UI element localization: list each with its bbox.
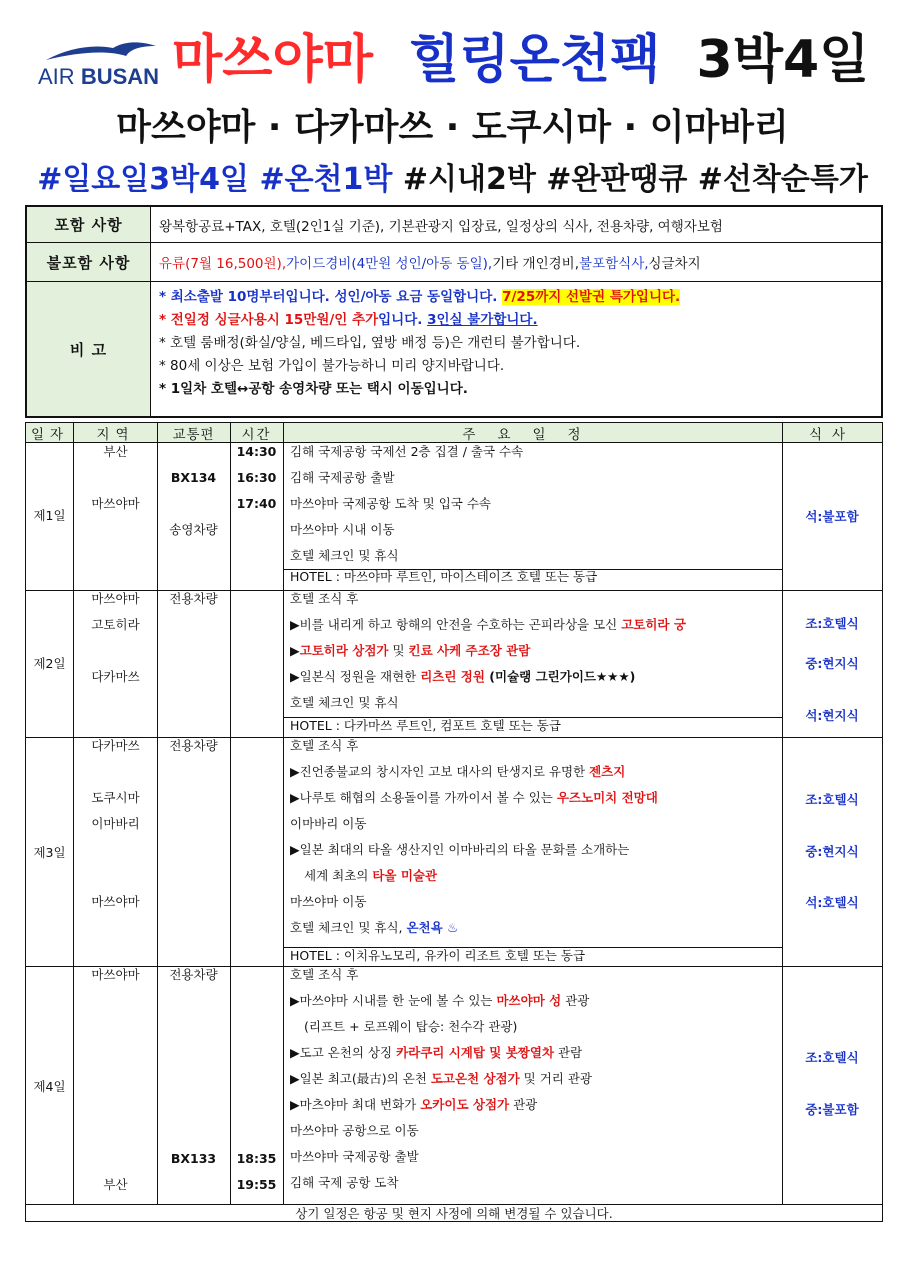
- logo-text: AIR BUSAN: [38, 64, 160, 89]
- region: 부산: [103, 444, 128, 459]
- meal-info: 조:호텔식: [805, 792, 859, 807]
- hotel-info: HOTEL : 마쓰야마 루트인, 마이스테이즈 호텔 또는 동급: [290, 569, 598, 584]
- included-text: 왕복항공료+TAX, 호텔(2인1실 기준), 기본관광지 입장료, 일정상의 식사, 전용차량, 여행자보험: [159, 218, 723, 235]
- itinerary-item: ▶일본 최고(最古)의 온천 도고온천 상점가 및 거리 관광: [290, 1071, 592, 1086]
- region: 고토히라: [91, 617, 140, 632]
- itinerary-item: ▶고토히라 상점가 및 킨료 사케 주조장 관람: [290, 643, 531, 658]
- day-label: 제1일: [33, 508, 66, 523]
- day-label: 제4일: [33, 1079, 66, 1094]
- itinerary-item: 김해 국제공항 출발: [290, 470, 395, 485]
- itinerary-item: 김해 국제공항 국제선 2층 집결 / 출국 수속: [290, 444, 524, 459]
- header-day: 일자: [26, 423, 74, 443]
- included-row: [27, 207, 881, 243]
- time: 18:35: [236, 1151, 277, 1166]
- time: 17:40: [236, 496, 277, 511]
- notes-list: [151, 282, 688, 416]
- notes-label: 비 고: [27, 282, 151, 416]
- hashtags: #일요일3박4일 #온천1박 #시내2박 #완판땡큐 #선착순특가: [37, 162, 868, 197]
- note-item: * 호텔 룸배정(화실/양실, 베드타입, 옆방 배정 등)은 개런티 불가합니다.: [159, 335, 581, 351]
- itinerary-item: ▶마츠야마 최대 번화가 오카이도 상점가 관광: [290, 1097, 538, 1112]
- meal-info: 석:호텔식: [805, 895, 859, 910]
- header-time: 시간: [230, 423, 283, 443]
- itinerary-item: 마쓰야마 시내 이동: [290, 522, 395, 537]
- hotel-info: HOTEL : 이치유노모리, 유카이 리조트 호텔 또는 동급: [290, 948, 586, 963]
- itinerary-item: 호텔 조식 후: [290, 738, 359, 753]
- day-label: 제2일: [33, 656, 66, 671]
- flight-number: BX134: [170, 470, 217, 485]
- itinerary-item: 마쓰야마 공항으로 이동: [290, 1123, 419, 1138]
- footer-note: 상기 일정은 항공 및 현지 사정에 의해 변경될 수 있습니다.: [295, 1206, 613, 1221]
- meal-info: 석:불포함: [805, 509, 859, 524]
- excluded-label: 불포함 사항: [27, 243, 151, 281]
- meal-info: 조:호텔식: [805, 616, 859, 631]
- meal-info: 조:호텔식: [805, 1050, 859, 1065]
- region: 마쓰야마: [91, 496, 140, 511]
- itinerary-item: 마쓰야마 국제공항 출발: [290, 1149, 419, 1164]
- itinerary-item: ▶마쓰야마 시내를 한 눈에 볼 수 있는 마쓰야마 성 관광: [290, 993, 590, 1008]
- hotel-info: HOTEL : 다카마쓰 루트인, 컴포트 호텔 또는 동급: [290, 718, 561, 733]
- grid-line: [230, 423, 231, 1205]
- note-item: * 80세 이상은 보험 가입이 불가능하니 미리 양지바랍니다.: [159, 358, 505, 374]
- itinerary-item: 호텔 체크인 및 휴식, 온천욕 ♨: [290, 920, 459, 935]
- note-item: * 1일차 호텔↔공항 송영차량 또는 택시 이동입니다.: [159, 381, 468, 397]
- itinerary-item: 이마바리 이동: [290, 816, 367, 831]
- time: 14:30: [236, 444, 277, 459]
- meal-info: 석:현지식: [805, 708, 859, 723]
- itinerary-item: 김해 국제 공항 도착: [290, 1175, 399, 1190]
- itinerary-item: ▶비를 내리게 하고 항해의 안전을 수호하는 곤피라상을 모신 고토히라 궁: [290, 617, 686, 632]
- note-item: * 최소출발 10명부터입니다. 성인/아동 요금 동일합니다. 7/25까지 선발권 특가입니다.: [159, 289, 681, 305]
- itinerary-item: ▶진언종불교의 창시자인 고보 대사의 탄생지로 유명한 젠츠지: [290, 764, 626, 779]
- region: 마쓰야마: [91, 967, 140, 982]
- meal-info: 중:현지식: [805, 656, 859, 671]
- transport: 전용차량: [169, 738, 218, 753]
- time: 16:30: [236, 470, 277, 485]
- region: 이마바리: [91, 816, 140, 831]
- region: 다카마쓰: [91, 669, 140, 684]
- itinerary-item: ▶도고 온천의 상징 카라쿠리 시계탑 및 봇짱열차 관람: [290, 1045, 583, 1060]
- flight-number: BX133: [170, 1151, 217, 1166]
- transport: 전용차량: [169, 967, 218, 982]
- page-title: 마쓰야마 힐링온천팩 3박4일: [172, 30, 870, 90]
- region: 마쓰야마: [91, 894, 140, 909]
- header-itinerary: 주요일정: [283, 423, 782, 443]
- transport: 송영차량: [169, 522, 218, 537]
- grid-line: [283, 423, 284, 1205]
- header-transport: 교통편: [157, 423, 230, 443]
- notes-row: [27, 282, 881, 416]
- air-busan-logo: [38, 44, 163, 94]
- day-label: 제3일: [33, 845, 66, 860]
- itinerary-item: 호텔 체크인 및 휴식: [290, 695, 399, 710]
- itinerary-item: 호텔 조식 후: [290, 967, 359, 982]
- itinerary-item: ▶일본식 정원을 재현한 리츠린 정원 (미슐랭 그린가이드★★★): [290, 669, 636, 684]
- subtitle-route: 마쓰야마 · 다카마쓰 · 도쿠시마 · 이마바리: [116, 107, 789, 148]
- region: 마쓰야마: [91, 591, 140, 606]
- excluded-row: [27, 243, 881, 282]
- schedule-table: [25, 422, 883, 1222]
- transport: 전용차량: [169, 591, 218, 606]
- itinerary-item: 마쓰야마 국제공항 도착 및 입국 수속: [290, 496, 491, 511]
- region: 부산: [103, 1177, 128, 1192]
- region: 도쿠시마: [91, 790, 140, 805]
- included-label: 포함 사항: [27, 207, 151, 242]
- itinerary-item: ▶나루토 해협의 소용돌이를 가까이서 볼 수 있는 우즈노미치 전망대: [290, 790, 658, 805]
- time: 19:55: [236, 1177, 277, 1192]
- header-region: 지역: [74, 423, 157, 443]
- itinerary-item: 호텔 조식 후: [290, 591, 359, 606]
- grid-line: [782, 423, 783, 1205]
- itinerary-item: 세계 최초의 타올 미술관: [304, 868, 438, 883]
- footer-divider: [26, 1204, 882, 1205]
- meal-info: 중:현지식: [805, 844, 859, 859]
- meal-info: 중:불포함: [805, 1102, 859, 1117]
- itinerary-item: (리프트 + 로프웨이 탑승: 천수각 관광): [304, 1019, 518, 1034]
- info-table: [25, 205, 883, 418]
- excluded-text: 유류(7월 16,500원), 가이드경비(4만원 성인/아동 동일), 기타 개인경비, 불포함식사, 싱글차지: [159, 256, 701, 272]
- itinerary-item: ▶일본 최대의 타올 생산지인 이마바리의 타올 문화를 소개하는: [290, 842, 630, 857]
- note-item: * 전일정 싱글사용시 15만원/인 추가입니다. 3인실 불가합니다.: [159, 312, 538, 328]
- header-meal: 식사: [782, 423, 882, 443]
- region: 다카마쓰: [91, 738, 140, 753]
- itinerary-item: 마쓰야마 이동: [290, 894, 367, 909]
- itinerary-item: 호텔 체크인 및 휴식: [290, 548, 399, 563]
